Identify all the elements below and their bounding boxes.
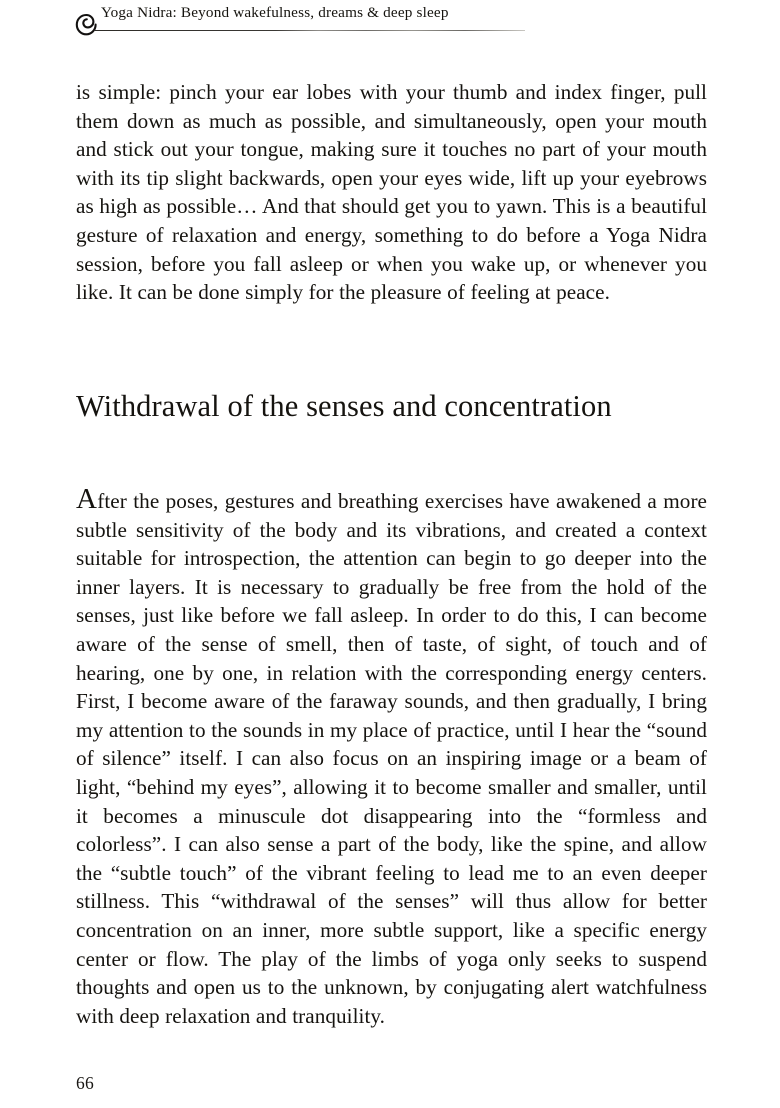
spiral-flourish-icon xyxy=(74,12,100,38)
paragraph-withdrawal xyxy=(76,483,707,1030)
header-rule xyxy=(95,30,525,31)
paragraph-withdrawal-text: fter the poses, gestures and breathing exercises have awakened a more subtle sensitivity of the body and its vibrations, and created a context suitable for introspection, the attention can begin to go deeper into the inner layers. It is necessary to gradually be free from the hold of the senses, just like before we fall asleep. In order to do this, I can become aware of the sense of smell, then of taste, of sight, of touch and of hearing, one by one, in relation with the corresponding energy centers. First, I become aware of the faraway sounds, and then gradually, I bring my attention to the sounds in my place of practice, until I hear the “sound of silence” itself. I can also focus on an inspiring image or a beam of light, “behind my eyes”, allowing it to become smaller and smaller, until it becomes a minuscule dot disappearing into the “formless and colorless”. I can also sense a part of the body, like the spine, and allow the “subtle touch” of the vibrant feeling to lead me to an even deeper stillness. This “withdrawal of the senses” will thus allow for better concentration on an inner, more subtle support, like a specific energy center or flow. The play of the limbs of yoga only seeks to suspend thoughts and open us to the unknown, by conjugating alert watchfulness with deep relaxation and tranquility. xyxy=(76,489,707,1028)
page-header xyxy=(0,0,780,46)
paragraph-initial-letter: A xyxy=(76,483,98,515)
paragraph-continued: is simple: pinch your ear lobes with your thumb and index finger, pull them down as much as possible, and simultaneously, open your mouth and stick out your tongue, making sure it touches no part of your mouth with its tip slight backwards, open your eyes wide, lift up your eyebrows as high as possible… And that should get you to yawn. This is a beautiful gesture of relaxation and energy, something to do before a Yoga Nidra session, before you fall asleep or when you wake up, or whenever you like. It can be done simply for the pleasure of feeling at peace. xyxy=(76,80,707,305)
running-head: Yoga Nidra: Beyond wakefulness, dreams & deep sleep xyxy=(101,4,449,21)
page-number: 66 xyxy=(76,1073,95,1093)
page-footer xyxy=(76,1072,707,1094)
section-heading: Withdrawal of the senses and concentration xyxy=(76,389,612,423)
